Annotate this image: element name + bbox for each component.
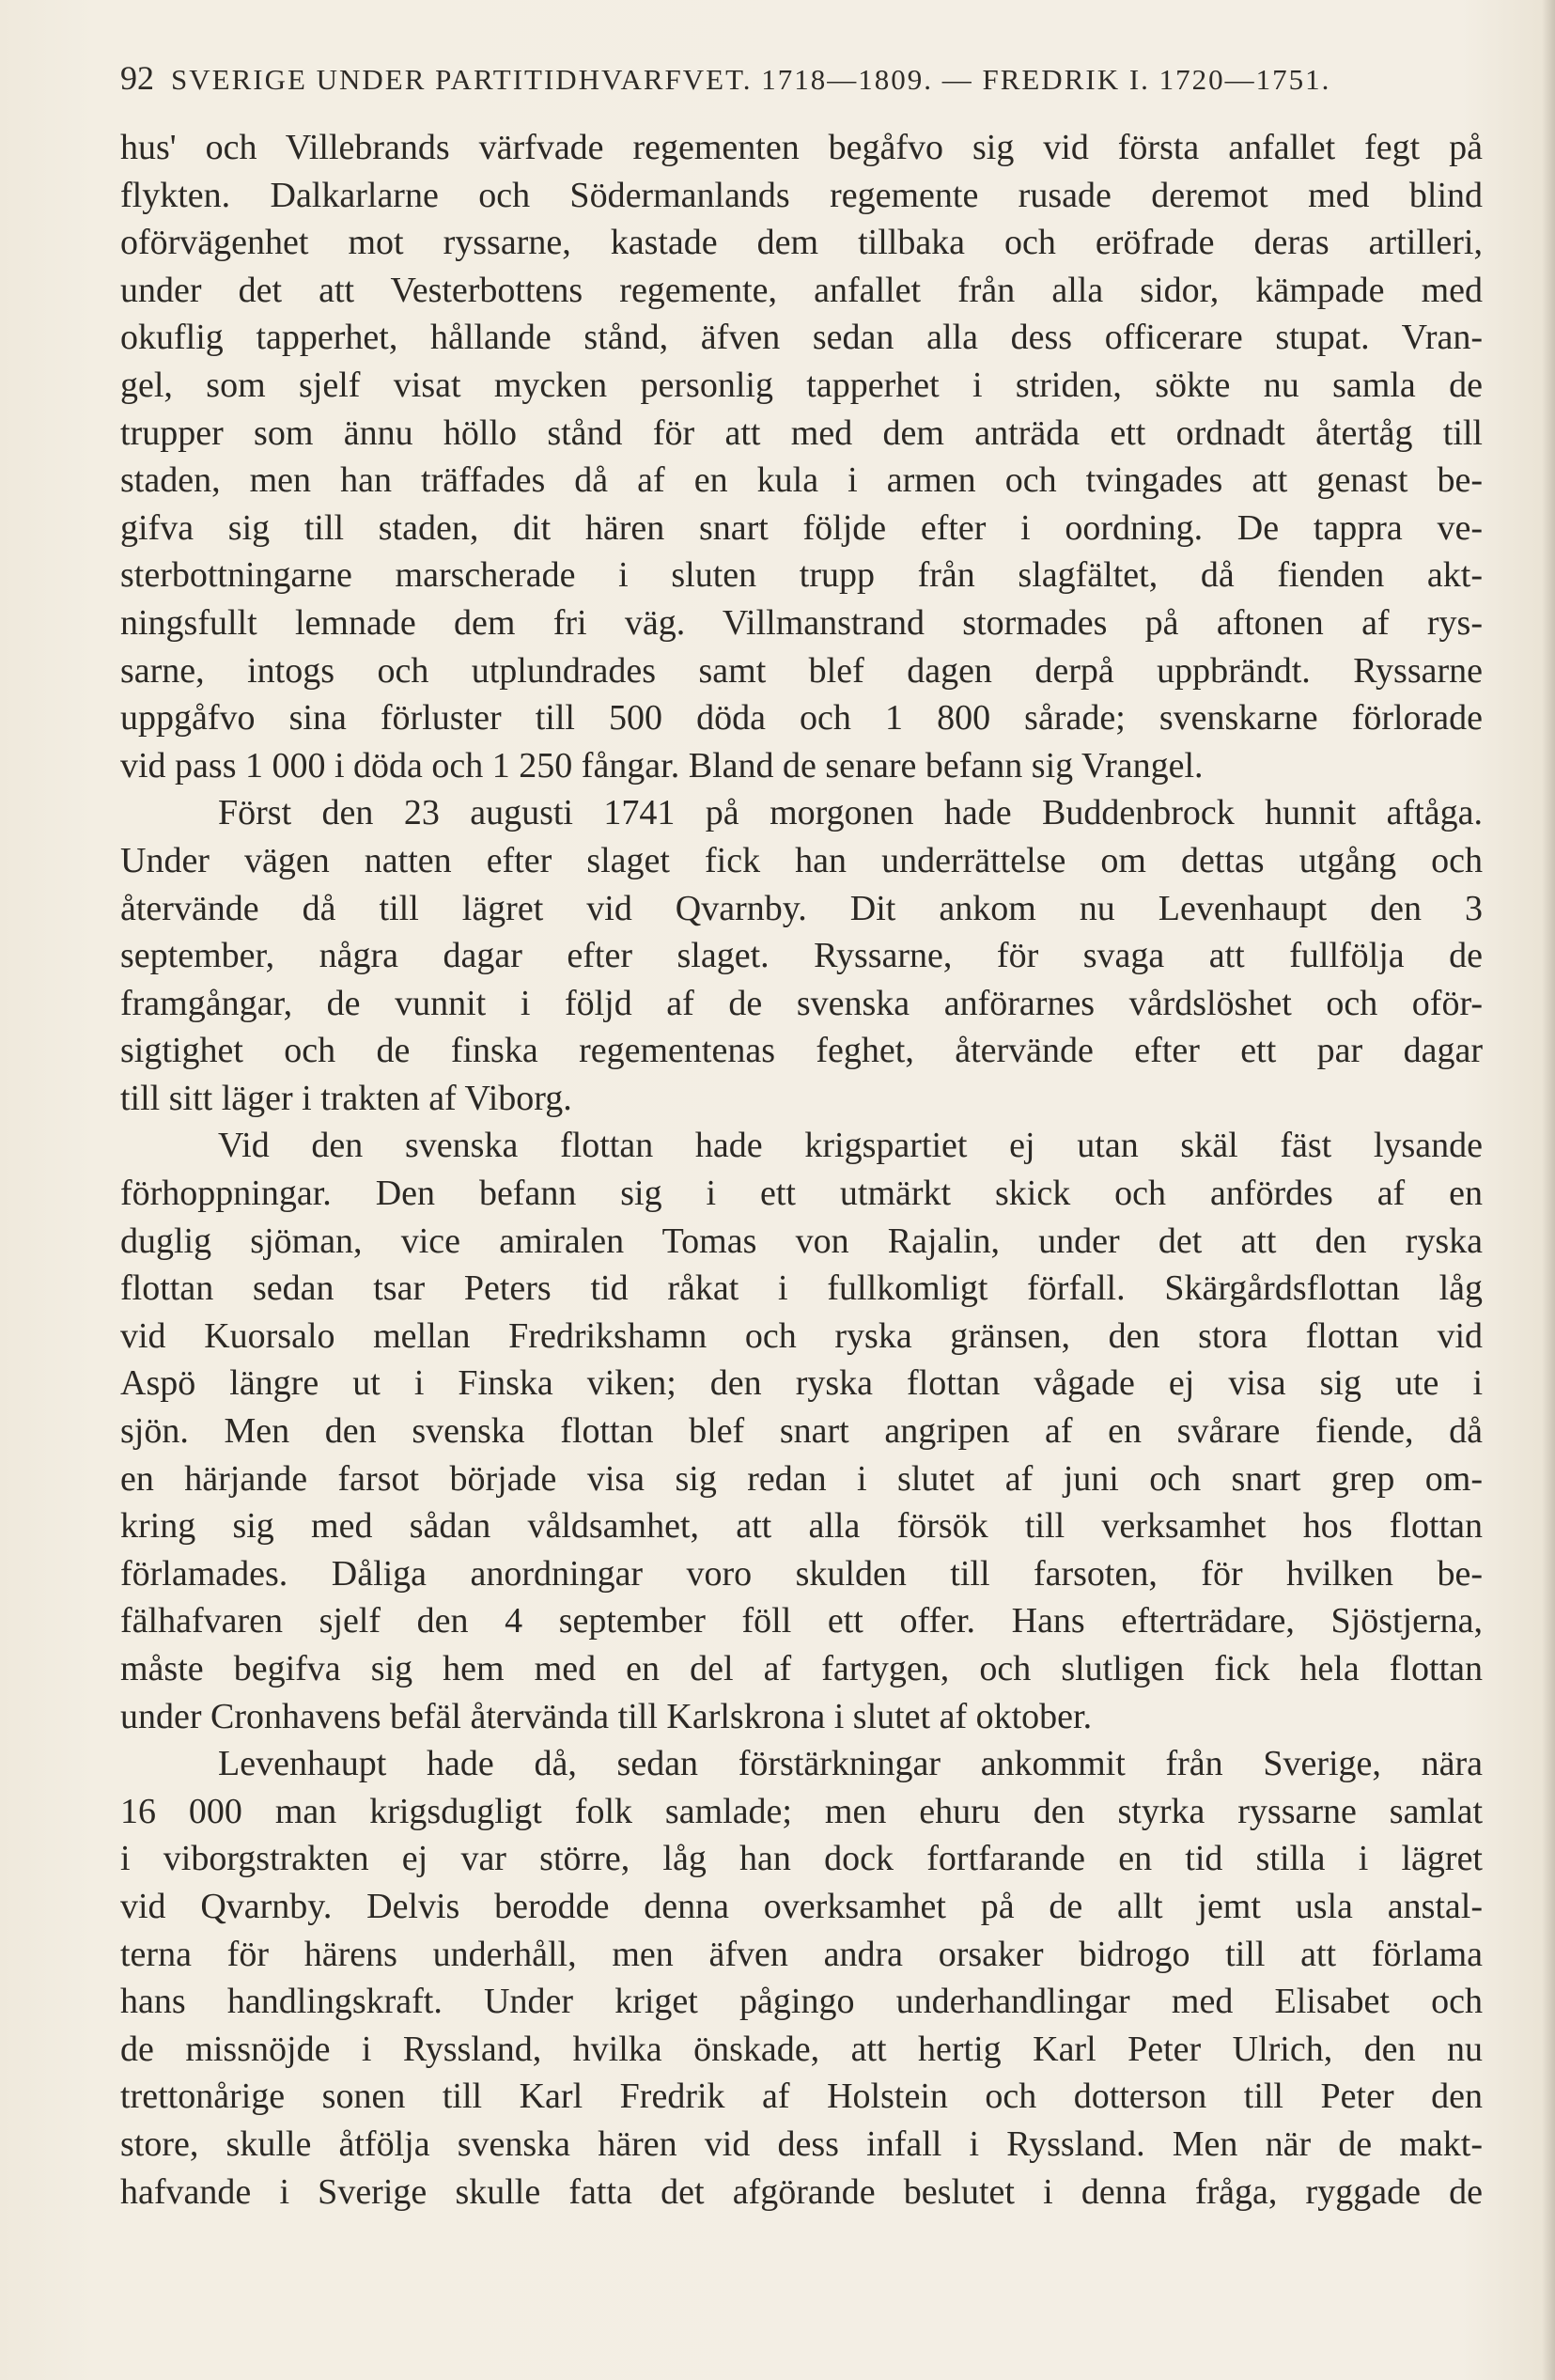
text-line: kring sig med sådan våldsamhet, att alla försök till verksamhet hos flottan: [120, 1506, 1483, 1547]
body-text: [120, 124, 1483, 2216]
text-line: 16 000 man krigsdugligt folk samlade; men ehuru den styrka ryssarne samlat: [120, 1791, 1483, 1831]
text-line: hans handlingskraft. Under kriget pågingo underhandlingar med Elisabet och: [120, 1982, 1483, 2022]
text-line: gifva sig till staden, dit hären snart följde efter i oordning. De tappra ve-: [120, 507, 1483, 548]
text-line: i viborgstrakten ej var större, låg han dock fortfarande en tid stilla i lägret: [120, 1839, 1483, 1879]
text-line: duglig sjöman, vice amiralen Tomas von Rajalin, under det att den ryska: [120, 1221, 1483, 1261]
text-line: store, skulle åtfölja svenska hären vid dess infall i Ryssland. Men när de makt-: [120, 2123, 1483, 2164]
text-line: uppgåfvo sina förluster till 500 döda och 1 800 sårade; svenskarne förlorade: [120, 698, 1483, 739]
text-line: till sitt läger i trakten af Viborg.: [120, 1078, 572, 1118]
text-line: vid Kuorsalo mellan Fredrikshamn och ryska gränsen, den stora flottan vid: [120, 1315, 1483, 1356]
text-line: sarne, intogs och utplundrades samt blef dagen derpå uppbrändt. Ryssarne: [120, 650, 1483, 691]
text-line: september, några dagar efter slaget. Ryssarne, för svaga att fullfölja de: [120, 936, 1483, 976]
text-line: flykten. Dalkarlarne och Södermanlands regemente rusade deremot med blind: [120, 175, 1483, 215]
text-line: terna för härens underhåll, men äfven andra orsaker bidrogo till att förlama: [120, 1934, 1483, 1974]
text-line: återvände då till lägret vid Qvarnby. Dit ankom nu Levenhaupt den 3: [120, 888, 1483, 928]
text-line: oförvägenhet mot ryssarne, kastade dem tillbaka och eröfrade deras artilleri,: [120, 223, 1483, 263]
text-line: under Cronhavens befäl återvända till Karlskrona i slutet af oktober.: [120, 1696, 1093, 1736]
text-line: fälhafvaren sjelf den 4 september föll ett offer. Hans efterträdare, Sjöstjerna,: [120, 1601, 1483, 1641]
text-line: gel, som sjelf visat mycken personlig tapperhet i striden, sökte nu samla de: [120, 365, 1483, 405]
text-line: förhoppningar. Den befann sig i ett utmärkt skick och anfördes af en: [120, 1174, 1483, 1214]
text-line: vid pass 1 000 i döda och 1 250 fångar. Bland de senare befann sig Vrangel.: [120, 745, 1204, 786]
text-line: hafvande i Sverige skulle fatta det afgörande beslutet i denna fråga, ryggade de: [120, 2171, 1483, 2212]
text-line: ningsfullt lemnade dem fri väg. Villmanstrand stormades på aftonen af rys-: [120, 602, 1483, 643]
page-edge-shadow: [1542, 0, 1555, 2380]
text-line: Vid den svenska flottan hade krigspartiet ej utan skäl fäst lysande: [218, 1126, 1483, 1166]
text-line: sterbottningarne marscherade i sluten trupp från slagfältet, då fienden akt-: [120, 555, 1483, 596]
text-line: vid Qvarnby. Delvis berodde denna overksamhet på de allt jemt usla anstal-: [120, 1886, 1483, 1926]
text-line: framgångar, de vunnit i följd af de svenska anförarnes vårdslöshet och oför-: [120, 983, 1483, 1023]
page-number: 92: [120, 59, 154, 97]
text-line: Aspö längre ut i Finska viken; den ryska flottan vågade ej visa sig ute i: [120, 1363, 1483, 1404]
text-line: flottan sedan tsar Peters tid råkat i fullkomligt förfall. Skärgårdsflottan låg: [120, 1268, 1483, 1309]
text-line: trettonårige sonen till Karl Fredrik af Holstein och dotterson till Peter den: [120, 2077, 1483, 2117]
text-line: okuflig tapperhet, hållande stånd, äfven sedan alla dess officerare stupat. Vran-: [120, 318, 1483, 358]
text-line: sjön. Men den svenska flottan blef snart angripen af en svårare fiende, då: [120, 1411, 1483, 1452]
text-line: en härjande farsot började visa sig redan i slutet af juni och snart grep om-: [120, 1458, 1483, 1499]
text-line: under det att Vesterbottens regemente, anfallet från alla sidor, kämpade med: [120, 270, 1483, 310]
text-line: måste begifva sig hem med en del af fartygen, och slutligen fick hela flottan: [120, 1649, 1483, 1688]
text-line: staden, men han träffades då af en kula i armen och tvingades att genast be-: [120, 460, 1483, 501]
running-title: SVERIGE UNDER PARTITIDHVARFVET. 1718—1809. — FREDRIK I. 1720—1751.: [171, 63, 1331, 96]
text-line: sigtighet och de finska regementenas feghet, återvände efter ett par dagar: [120, 1031, 1483, 1071]
text-line: trupper som ännu höllo stånd för att med dem anträda ett ordnadt återtåg till: [120, 412, 1483, 453]
page-header: [120, 58, 1492, 100]
text-line: Först den 23 augusti 1741 på morgonen hade Buddenbrock hunnit aftåga.: [218, 793, 1483, 833]
text-line: hus' och Villebrands värfvade regementen begåfvo sig vid första anfallet fegt på: [120, 128, 1483, 167]
text-line: förlamades. Dåliga anordningar voro skulden till farsoten, för hvilken be-: [120, 1553, 1483, 1594]
text-line: de missnöjde i Ryssland, hvilka önskade, att hertig Karl Peter Ulrich, den nu: [120, 2029, 1483, 2069]
text-line: Levenhaupt hade då, sedan förstärkningar ankommit från Sverige, nära: [218, 1744, 1483, 1784]
text-line: Under vägen natten efter slaget fick han underrättelse om dettas utgång och: [120, 840, 1483, 880]
